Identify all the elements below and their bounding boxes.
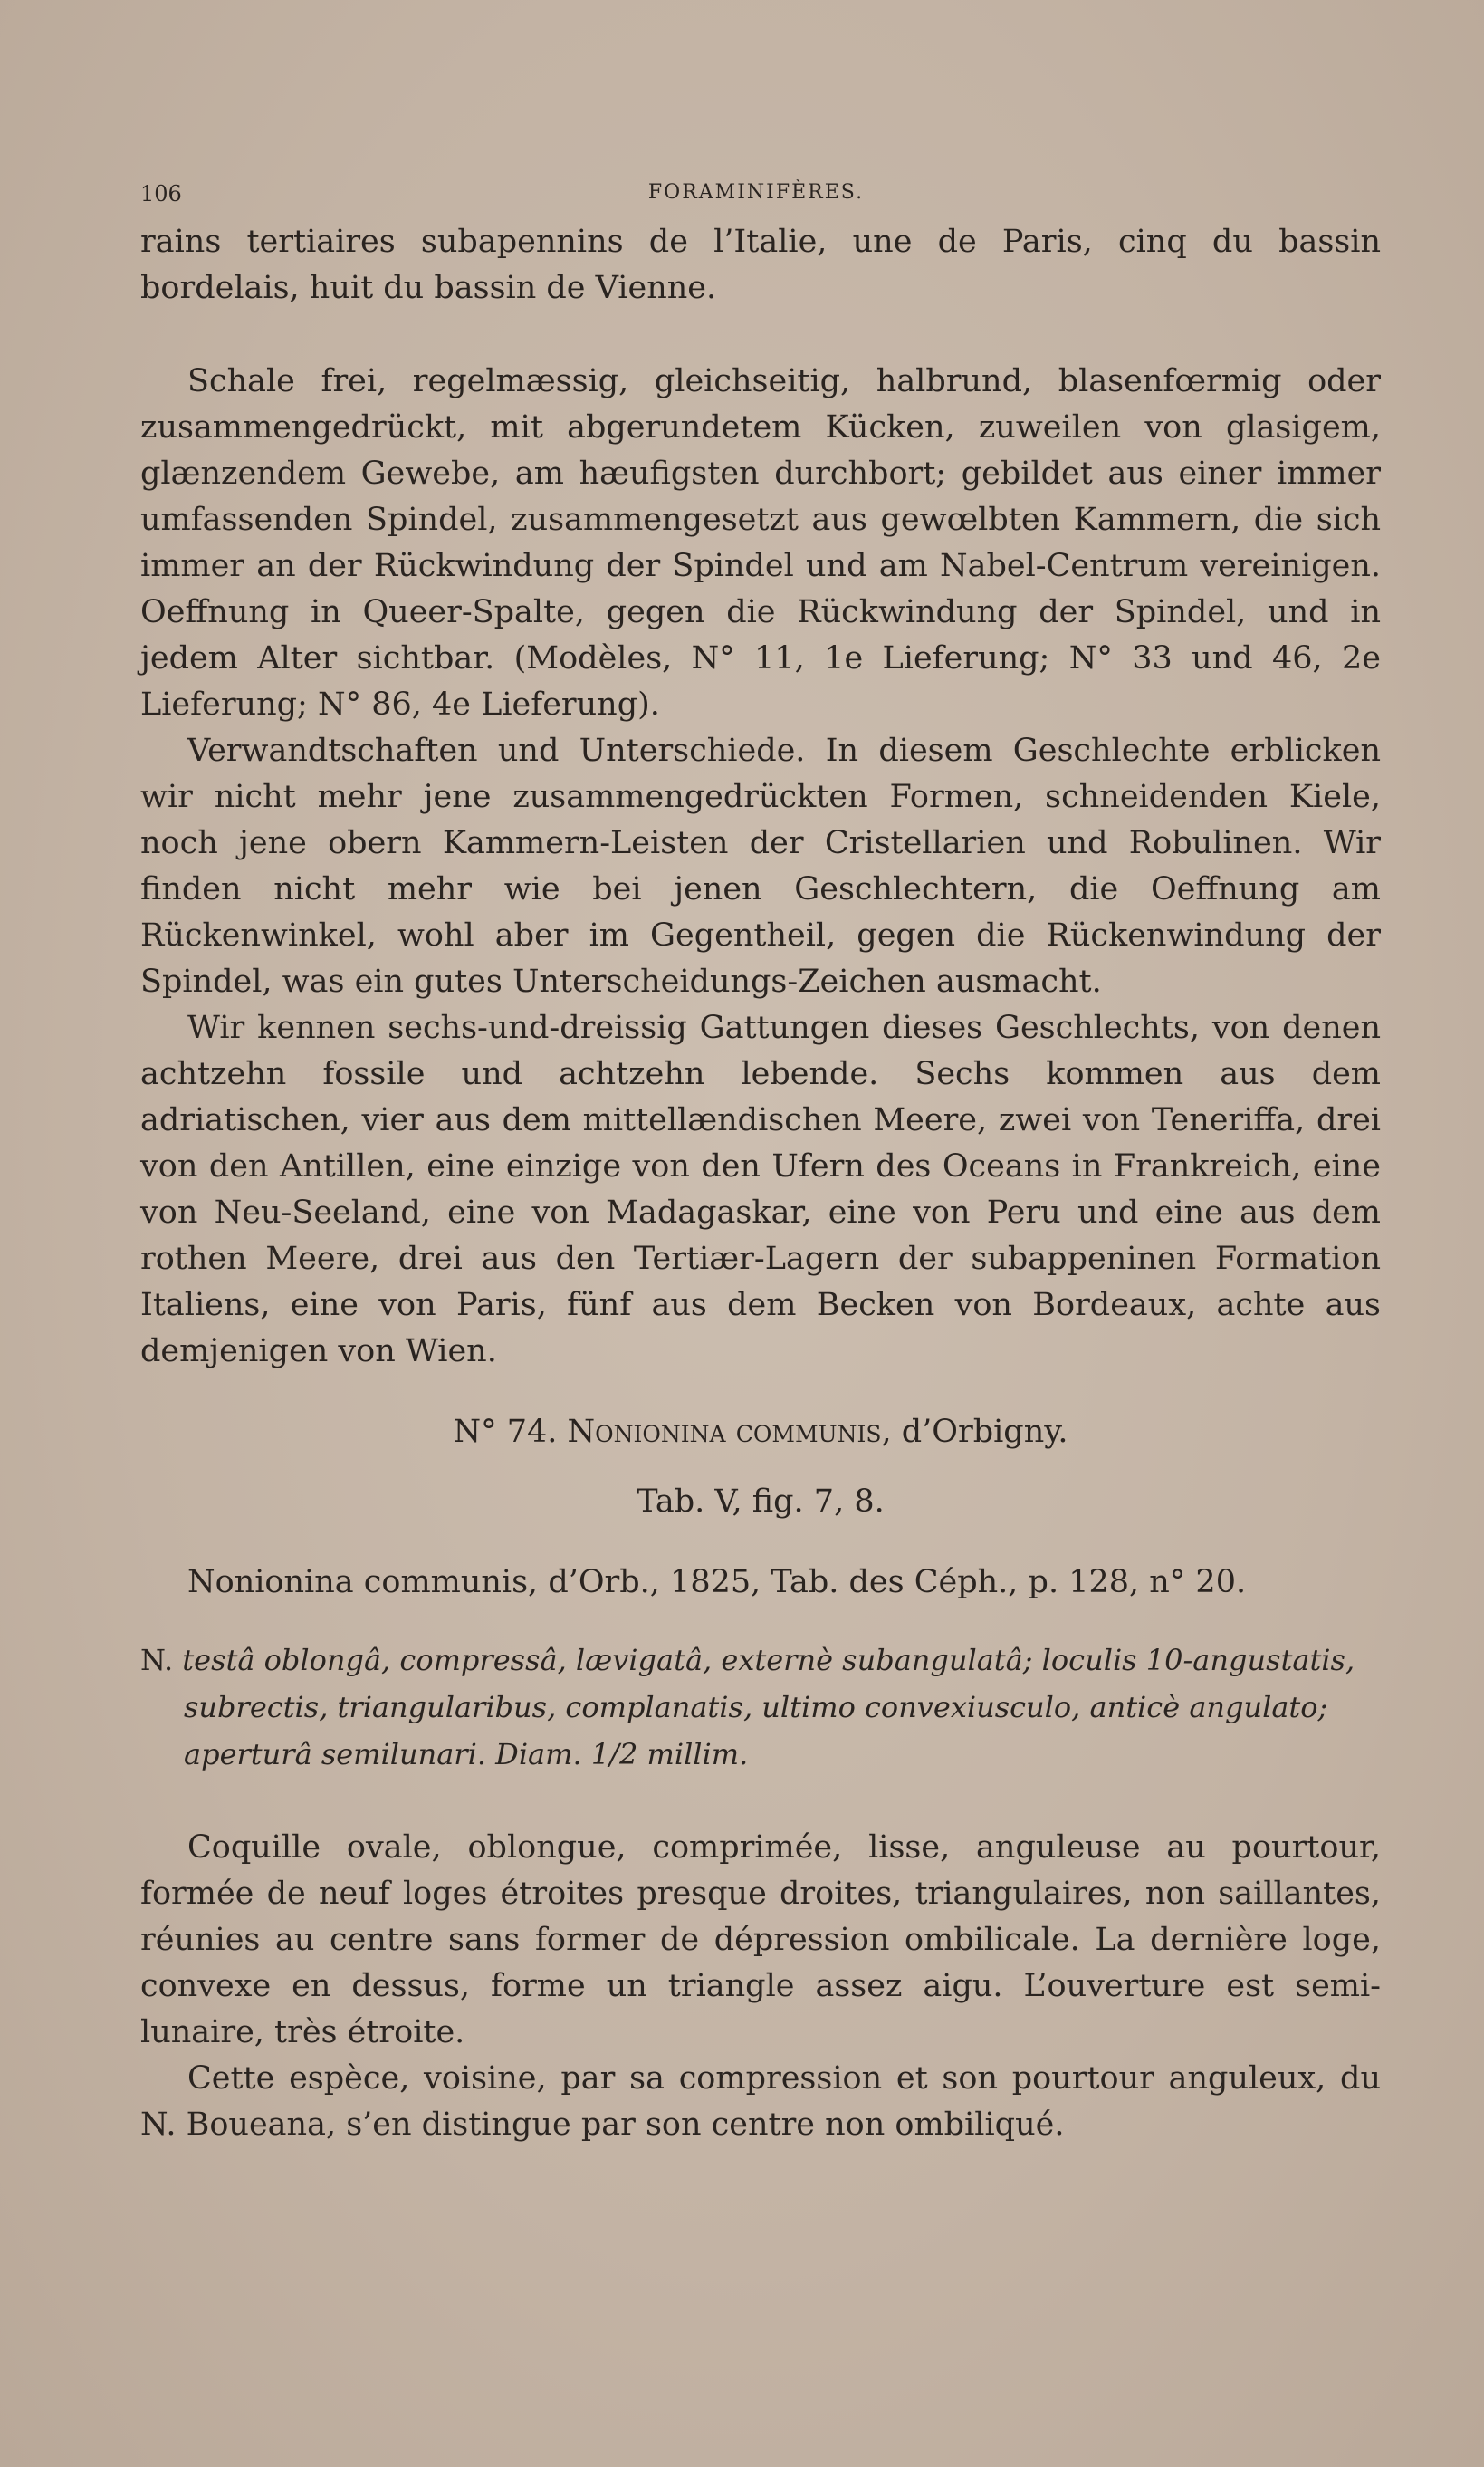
species-name: Nonionina communis [567, 1414, 882, 1450]
diagnosis-text: testâ oblongâ, compressâ, lævigatâ, externè subangulatâ; loculis 10-angustatis, subrectis, triangularibus, complanatis, ultimo convexiusculo, anticè angulato; aperturâ semilunari. Diam. 1/2 millim. [182, 1643, 1355, 1771]
page-body [140, 219, 1381, 2148]
page-header [140, 181, 1372, 217]
species-number: N° 74. [453, 1414, 558, 1450]
page-number: 106 [140, 181, 182, 206]
species-heading [140, 1409, 1381, 1455]
species-author: , d’Orbigny. [881, 1414, 1068, 1450]
diagnosis-genus-abbrev: N. [140, 1643, 174, 1677]
paragraph-schale: Schale frei, regelmæssig, gleichseitig, halbrund, blasenfœrmig oder zusammengedrückt, mit abgerundetem Kücken, zuweilen von glasigem, glænzendem Gewebe, am hæufigsten durchbort; gebildet aus einer immer umfassenden Spindel, zusammengesetzt aus gewœlbten Kammern, die sich immer an der Rückwindung der Spindel und am Nabel-Centrum vereinigen. Oeffnung in Queer-Spalte, gegen die Rückwindung der Spindel, und in jedem Alter sichtbar. (Modèles, N° 11, 1e Lieferung; N° 33 und 46, 2e Lieferung; N° 86, 4e Lieferung). [140, 363, 1381, 723]
paragraph-continuation: rains tertiaires subapennins de l’Italie, une de Paris, cinq du bassin bordelais, huit du bassin de Vienne. [140, 224, 1381, 306]
description-paragraph: Coquille ovale, oblongue, comprimée, lisse, anguleuse au pourtour, formée de neuf loges étroites presque droites, triangulaires, non saillantes, réunies au centre sans former de dépression ombilicale. La dernière loge, convexe en dessus, forme un triangle assez aigu. L’ouverture est semi-lunaire, très étroite. [140, 1829, 1381, 2050]
species-reference: Nonionina communis, d’Orb., 1825, Tab. des Céph., p. 128, n° 20. [187, 1564, 1247, 1600]
species-diagnosis [140, 1637, 1381, 1778]
species-plate: Tab. V, fig. 7, 8. [637, 1483, 885, 1520]
comparison-paragraph: Cette espèce, voisine, par sa compression et son pourtour anguleux, du N. Boueana, s’en distingue par son centre non ombiliqué. [140, 2060, 1381, 2143]
running-title: FORAMINIFÈRES. [647, 181, 865, 204]
paragraph-gattungen: Wir kennen sechs-und-dreissig Gattungen dieses Geschlechts, von denen achtzehn fossile und achtzehn lebende. Sechs kommen aus dem adriatischen, vier aus dem mittellændischen Meere, zwei von Teneriffa, drei von den Antillen, eine einzige von den Ufern des Oceans in Frankreich, eine von Neu-Seeland, eine von Madagaskar, eine von Peru und eine aus dem rothen Meere, drei aus den Tertiær-Lagern der subappeninen Formation Italiens, eine von Paris, fünf aus dem Becken von Bordeaux, achte aus demjenigen von Wien. [140, 1010, 1381, 1369]
paragraph-verwandtschaften: Verwandtschaften und Unterschiede. In diesem Geschlechte erblicken wir nicht mehr jene zusammengedrückten Formen, schneidenden Kiele, noch jene obern Kammern-Leisten der Cristellarien und Robulinen. Wir finden nicht mehr wie bei jenen Geschlechtern, die Oeffnung am Rückenwinkel, wohl aber im Gegentheil, gegen die Rückenwindung der Spindel, was ein gutes Unterscheidungs-Zeichen ausmacht. [140, 733, 1381, 1000]
